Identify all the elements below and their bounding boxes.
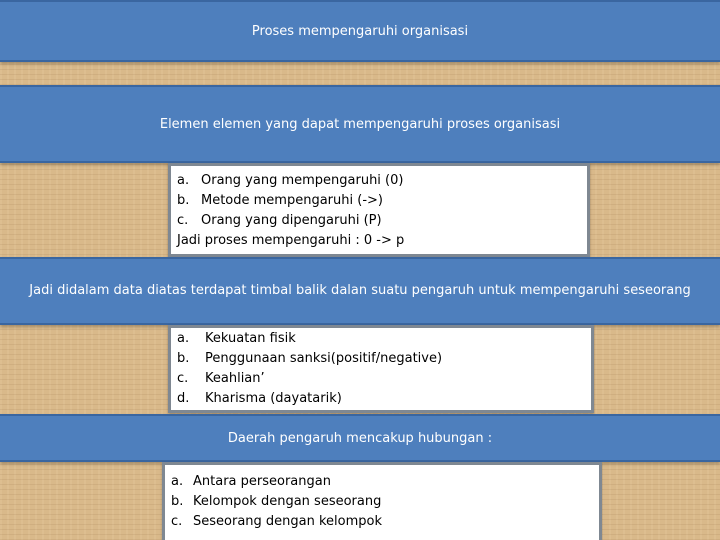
list-item: c. Keahlian’ bbox=[177, 371, 265, 386]
influence-area-heading: Daerah pengaruh mencakup hubungan : bbox=[227, 430, 493, 446]
list-item: c. Seseorang dengan kelompok bbox=[171, 514, 383, 529]
elements-list-box bbox=[168, 163, 590, 257]
relations-list-box bbox=[162, 462, 602, 540]
title-banner bbox=[0, 0, 720, 62]
influence-area-banner bbox=[0, 414, 720, 462]
list-item: a. Kekuatan fisik bbox=[177, 331, 296, 346]
reciprocity-banner bbox=[0, 257, 720, 325]
power-sources-box bbox=[168, 325, 594, 413]
reciprocity-text: Jadi didalam data diatas terdapat timbal balik dalan suatu pengaruh untuk mempengaruhi seseorang bbox=[29, 283, 691, 298]
list-item: b. Kelompok dengan seseorang bbox=[171, 494, 382, 509]
elements-heading-banner bbox=[0, 85, 720, 163]
list-item: b. Metode mempengaruhi (->) bbox=[177, 193, 383, 208]
conclusion-text: Jadi proses mempengaruhi : 0 -> p bbox=[177, 233, 405, 248]
page-title: Proses mempengaruhi organisasi bbox=[251, 23, 469, 39]
list-item: b. Penggunaan sanksi(positif/negative) bbox=[177, 351, 443, 366]
list-item: a. Antara perseorangan bbox=[171, 474, 331, 489]
list-item: c. Orang yang dipengaruhi (P) bbox=[177, 213, 382, 228]
elements-heading: Elemen elemen yang dapat mempengaruhi proses organisasi bbox=[159, 116, 561, 132]
list-item: d. Kharisma (dayatarik) bbox=[177, 391, 342, 406]
list-item: a. Orang yang mempengaruhi (0) bbox=[177, 173, 404, 188]
